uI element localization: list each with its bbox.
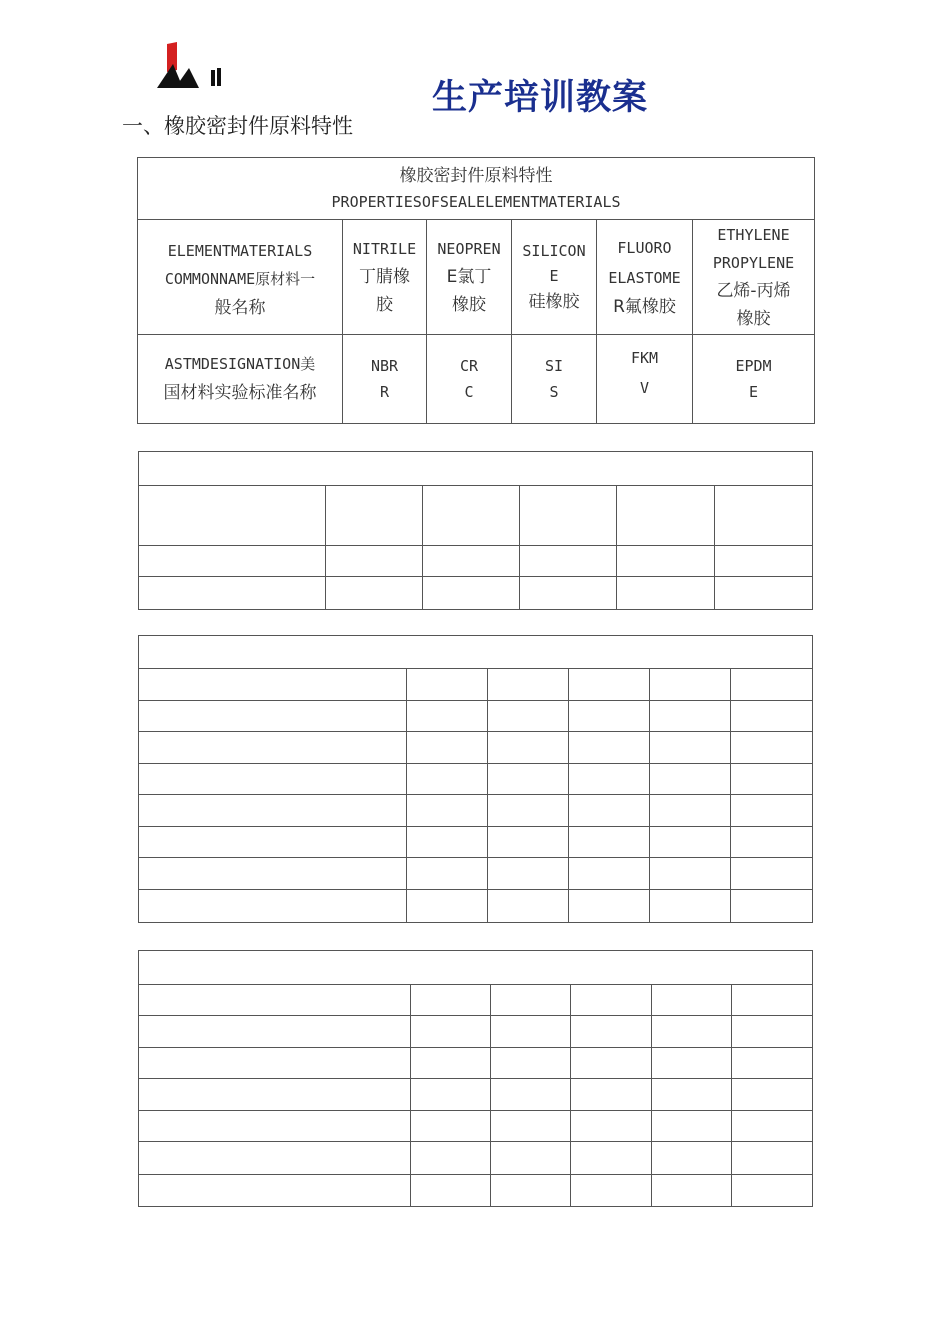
table-cell bbox=[411, 1111, 491, 1142]
table-cell bbox=[423, 486, 520, 546]
table-cell bbox=[407, 669, 488, 701]
cell-silicone-name: SILICON E 硅橡胶 bbox=[512, 220, 597, 335]
table-cell bbox=[488, 764, 569, 795]
table-cell bbox=[731, 795, 813, 827]
table-cell bbox=[569, 732, 650, 764]
table-cell bbox=[407, 858, 488, 890]
table-cell bbox=[650, 858, 731, 890]
table-cell bbox=[139, 858, 407, 890]
table-cell bbox=[139, 577, 326, 610]
table-cell bbox=[407, 827, 488, 858]
table-cell bbox=[652, 1175, 732, 1207]
row-label-astm: ASTMDESIGNATION美 国材料实验标准名称 bbox=[138, 335, 343, 424]
table-cell bbox=[731, 764, 813, 795]
cell-si: SI S bbox=[512, 335, 597, 424]
table-caption bbox=[138, 158, 815, 220]
table-cell bbox=[407, 890, 488, 923]
table-cell bbox=[715, 546, 813, 577]
table-cell bbox=[732, 1142, 813, 1175]
table-cell bbox=[617, 577, 715, 610]
cell-epdm: EPDM E bbox=[693, 335, 815, 424]
empty-table-2 bbox=[138, 451, 813, 610]
table-cell bbox=[407, 732, 488, 764]
table-cell bbox=[571, 1111, 652, 1142]
table-cell bbox=[139, 669, 407, 701]
table-cell bbox=[569, 701, 650, 732]
table-cell bbox=[139, 732, 407, 764]
cell-nitrile-name: NITRILE 丁腈橡 胶 bbox=[343, 220, 427, 335]
cell-fluoro-name: FLUORO ELASTOME R氟橡胶 bbox=[597, 220, 693, 335]
table-cell bbox=[139, 1016, 411, 1048]
table-cell bbox=[731, 827, 813, 858]
table-cell bbox=[411, 1016, 491, 1048]
table-cell bbox=[732, 1048, 813, 1079]
table-cell bbox=[326, 486, 423, 546]
table-cell bbox=[732, 1111, 813, 1142]
table-cell bbox=[569, 669, 650, 701]
table-cell bbox=[731, 701, 813, 732]
table-cell bbox=[139, 795, 407, 827]
table-cell bbox=[139, 546, 326, 577]
empty-table-3 bbox=[138, 635, 813, 923]
table-cell bbox=[491, 1048, 571, 1079]
table-cell bbox=[139, 1111, 411, 1142]
table-cell bbox=[139, 701, 407, 732]
caption-en: PROPERTIESOFSEALELEMENTMATERIALS bbox=[331, 192, 621, 211]
table-cell bbox=[488, 795, 569, 827]
table-cell bbox=[139, 1142, 411, 1175]
cell-fkm: FKM V bbox=[597, 335, 693, 424]
table-cell bbox=[569, 890, 650, 923]
table-cell bbox=[491, 1175, 571, 1207]
table-cell bbox=[139, 827, 407, 858]
table-cell bbox=[139, 486, 326, 546]
table-cell bbox=[715, 577, 813, 610]
table-cell bbox=[731, 858, 813, 890]
table-cell bbox=[411, 1079, 491, 1111]
table-cell bbox=[652, 1079, 732, 1111]
table-cell bbox=[407, 795, 488, 827]
table-cell bbox=[571, 985, 652, 1016]
table-cell bbox=[650, 827, 731, 858]
table-cell bbox=[411, 985, 491, 1016]
table-cell bbox=[491, 985, 571, 1016]
table-cell bbox=[407, 701, 488, 732]
row-label-common-name: ELEMENTMATERIALS COMMONNAME原材料一 般名称 bbox=[138, 220, 343, 335]
table-cell bbox=[423, 546, 520, 577]
table-cell bbox=[652, 1016, 732, 1048]
table-cell bbox=[731, 669, 813, 701]
table-cell bbox=[652, 985, 732, 1016]
table-cell bbox=[571, 1016, 652, 1048]
table-cell bbox=[491, 1016, 571, 1048]
table-cell bbox=[569, 858, 650, 890]
table-cell bbox=[488, 669, 569, 701]
table-cell bbox=[652, 1142, 732, 1175]
table-cell bbox=[652, 1048, 732, 1079]
table-cell bbox=[326, 577, 423, 610]
table-cell bbox=[650, 890, 731, 923]
table-cell bbox=[571, 1175, 652, 1207]
table-cell bbox=[491, 1111, 571, 1142]
table-cell bbox=[411, 1175, 491, 1207]
table-cell bbox=[411, 1048, 491, 1079]
table-cell bbox=[139, 890, 407, 923]
table-cell bbox=[520, 546, 617, 577]
cell-ethylene-name: ETHYLENE PROPYLENE 乙烯-丙烯 橡胶 bbox=[693, 220, 815, 335]
table-cell bbox=[732, 1016, 813, 1048]
table-cell bbox=[520, 577, 617, 610]
table-cell bbox=[139, 764, 407, 795]
table-cell bbox=[617, 486, 715, 546]
table-cell bbox=[569, 795, 650, 827]
table-cell bbox=[571, 1048, 652, 1079]
company-logo-icon bbox=[155, 42, 225, 90]
table-cell bbox=[650, 795, 731, 827]
table-cell bbox=[326, 546, 423, 577]
table-cell bbox=[731, 732, 813, 764]
caption-cn: 橡胶密封件原料特性 bbox=[399, 165, 553, 186]
table-cell bbox=[488, 827, 569, 858]
table-cell bbox=[650, 701, 731, 732]
table-cell bbox=[407, 764, 488, 795]
table-cell bbox=[571, 1079, 652, 1111]
table-cell bbox=[411, 1142, 491, 1175]
table-cell bbox=[650, 732, 731, 764]
table-cell bbox=[652, 1111, 732, 1142]
table-cell bbox=[491, 1079, 571, 1111]
table-cell bbox=[650, 764, 731, 795]
cell-neoprene-name: NEOPREN E氯丁 橡胶 bbox=[427, 220, 512, 335]
table-cell bbox=[139, 1079, 411, 1111]
cell-cr: CR C bbox=[427, 335, 512, 424]
materials-table bbox=[137, 157, 815, 424]
table-cell bbox=[139, 951, 813, 985]
table-cell bbox=[732, 1175, 813, 1207]
table-cell bbox=[650, 669, 731, 701]
table-cell bbox=[423, 577, 520, 610]
table-cell bbox=[491, 1142, 571, 1175]
table-cell bbox=[731, 890, 813, 923]
table-cell bbox=[488, 732, 569, 764]
table-cell bbox=[488, 701, 569, 732]
table-cell bbox=[569, 764, 650, 795]
table-cell bbox=[617, 546, 715, 577]
section-heading: 一、橡胶密封件原料特性 bbox=[122, 114, 353, 138]
document-title: 生产培训教案 bbox=[432, 78, 649, 118]
empty-table-4 bbox=[138, 950, 813, 1207]
table-cell bbox=[139, 636, 813, 669]
table-cell bbox=[139, 452, 813, 486]
table-cell bbox=[139, 1175, 411, 1207]
table-cell bbox=[732, 1079, 813, 1111]
table-cell bbox=[715, 486, 813, 546]
cell-nbr: NBR R bbox=[343, 335, 427, 424]
table-cell bbox=[488, 890, 569, 923]
table-cell bbox=[139, 1048, 411, 1079]
table-cell bbox=[571, 1142, 652, 1175]
table-cell bbox=[139, 985, 411, 1016]
table-cell bbox=[520, 486, 617, 546]
table-cell bbox=[732, 985, 813, 1016]
table-cell bbox=[488, 858, 569, 890]
table-cell bbox=[569, 827, 650, 858]
